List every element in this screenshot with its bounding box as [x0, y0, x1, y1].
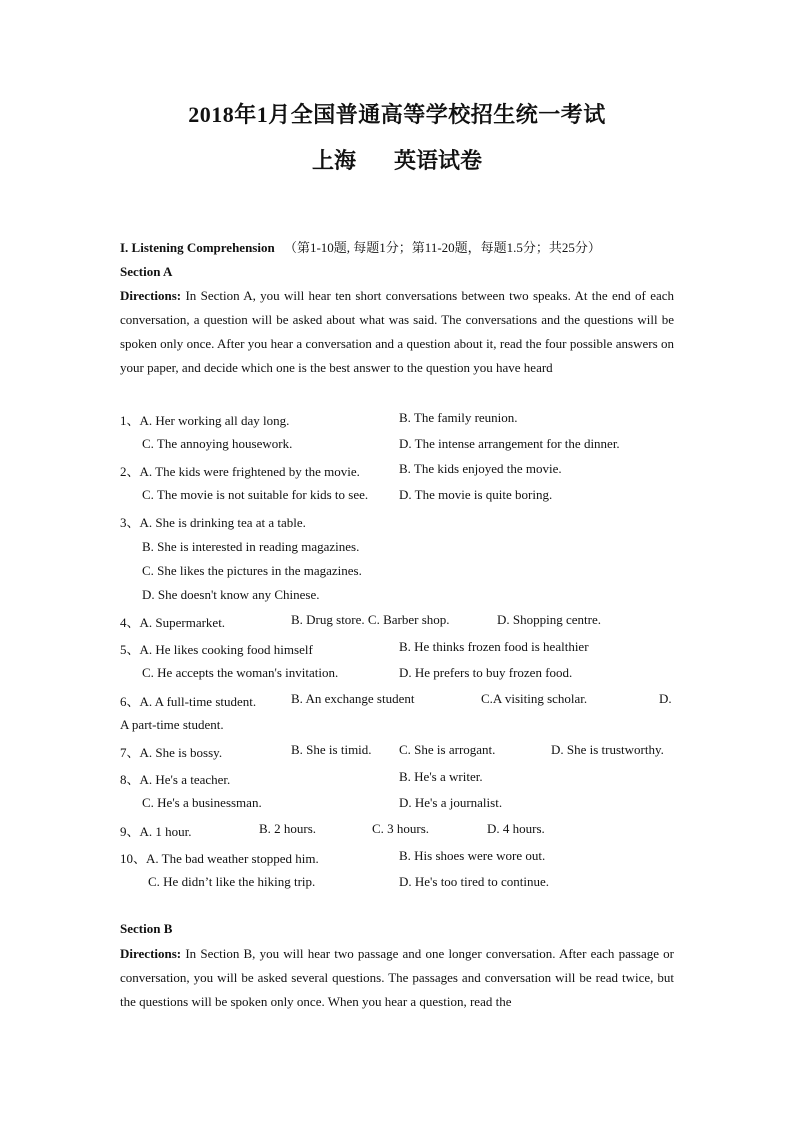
q9-option-a: 9、A. 1 hour. — [120, 824, 192, 839]
q1-option-c: C. The annoying housework. — [142, 436, 293, 451]
section-a-directions — [120, 284, 674, 380]
q2-option-b: B. The kids enjoyed the movie. — [399, 461, 562, 476]
part1-scoring: （第1-10题, 每题1分；第11-20题，每题1.5分；共25分） — [283, 240, 601, 255]
q10-option-a: 10、A. The bad weather stopped him. — [120, 851, 319, 866]
q2-option-a: 2、A. The kids were frightened by the movie. — [120, 464, 360, 479]
subject-label: 英语试卷 — [394, 148, 483, 173]
q2-option-c: C. The movie is not suitable for kids to see. — [142, 487, 369, 502]
q4-option-a: 4、A. Supermarket. — [120, 615, 226, 630]
exam-subtitle — [0, 144, 794, 175]
q6-option-c: C.A visiting scholar. — [481, 691, 588, 706]
q9-option-d: D. 4 hours. — [487, 821, 545, 836]
q6-option-d-text: A part-time student. — [120, 717, 224, 732]
q7-option-d: D. She is trustworthy. — [551, 742, 664, 757]
section-b-directions — [120, 942, 674, 1014]
exam-title: 2018年1月全国普通高等学校招生统一考试 — [188, 102, 606, 127]
q5-option-a: 5、A. He likes cooking food himself — [120, 642, 313, 657]
part1-heading-line — [120, 237, 601, 256]
q4-option-d: D. Shopping centre. — [497, 612, 601, 627]
q6-option-b: B. An exchange student — [291, 691, 415, 706]
q8-option-d: D. He's a journalist. — [399, 795, 503, 810]
q2-option-d: D. The movie is quite boring. — [399, 487, 553, 502]
q6-option-d-label: D. — [659, 691, 672, 706]
directions-text: In Section A, you will hear ten short conversations between two speaks. At the end of each conversation, a question will be asked about what was said. The conversations and the questions will be spoken only once. After you hear a conversation and a question about it, read the four possible answers on your paper, and decide which one is the best answer to the question you have heard — [120, 288, 675, 375]
q7-option-a: 7、A. She is bossy. — [120, 745, 223, 760]
section-b-title: Section B — [120, 921, 173, 936]
q5-option-b: B. He thinks frozen food is healthier — [399, 639, 589, 654]
q4-option-bc: B. Drug store. C. Barber shop. — [291, 612, 450, 627]
q5-option-d: D. He prefers to buy frozen food. — [399, 665, 573, 680]
q3-option-b: B. She is interested in reading magazines. — [142, 539, 360, 554]
q6-option-a: 6、A. A full-time student. — [120, 694, 257, 709]
directions-text: In Section B, you will hear two passage and one longer conversation. After each passage or conversation, you will be asked several questions. The passages and conversation will be read twice, but the questions will be spoken only once. When you hear a question, read the — [120, 946, 675, 1009]
q7-option-b: B. She is timid. — [291, 742, 372, 757]
q10-option-d: D. He's too tired to continue. — [399, 874, 550, 889]
q10-option-c: C. He didn’t like the hiking trip. — [148, 874, 316, 889]
q8-option-a: 8、A. He's a teacher. — [120, 772, 231, 787]
section-a-title: Section A — [120, 264, 173, 279]
q3-option-d: D. She doesn't know any Chinese. — [142, 587, 320, 602]
q1-option-a: 1、A. Her working all day long. — [120, 413, 290, 428]
region-label: 上海 — [311, 148, 356, 173]
q10-option-b: B. His shoes were wore out. — [399, 848, 546, 863]
q9-option-c: C. 3 hours. — [372, 821, 430, 836]
part1-heading: I. Listening Comprehension — [120, 240, 275, 255]
q8-option-b: B. He's a writer. — [399, 769, 483, 784]
q1-option-d: D. The intense arrangement for the dinner. — [399, 436, 620, 451]
q3-option-c: C. She likes the pictures in the magazines. — [142, 563, 362, 578]
directions-label: Directions: — [120, 946, 182, 961]
q8-option-c: C. He's a businessman. — [142, 795, 262, 810]
q5-option-c: C. He accepts the woman's invitation. — [142, 665, 339, 680]
q3-option-a: 3、A. She is drinking tea at a table. — [120, 515, 306, 530]
q9-option-b: B. 2 hours. — [259, 821, 317, 836]
directions-label: Directions: — [120, 288, 182, 303]
q7-option-c: C. She is arrogant. — [399, 742, 496, 757]
q1-option-b: B. The family reunion. — [399, 410, 518, 425]
